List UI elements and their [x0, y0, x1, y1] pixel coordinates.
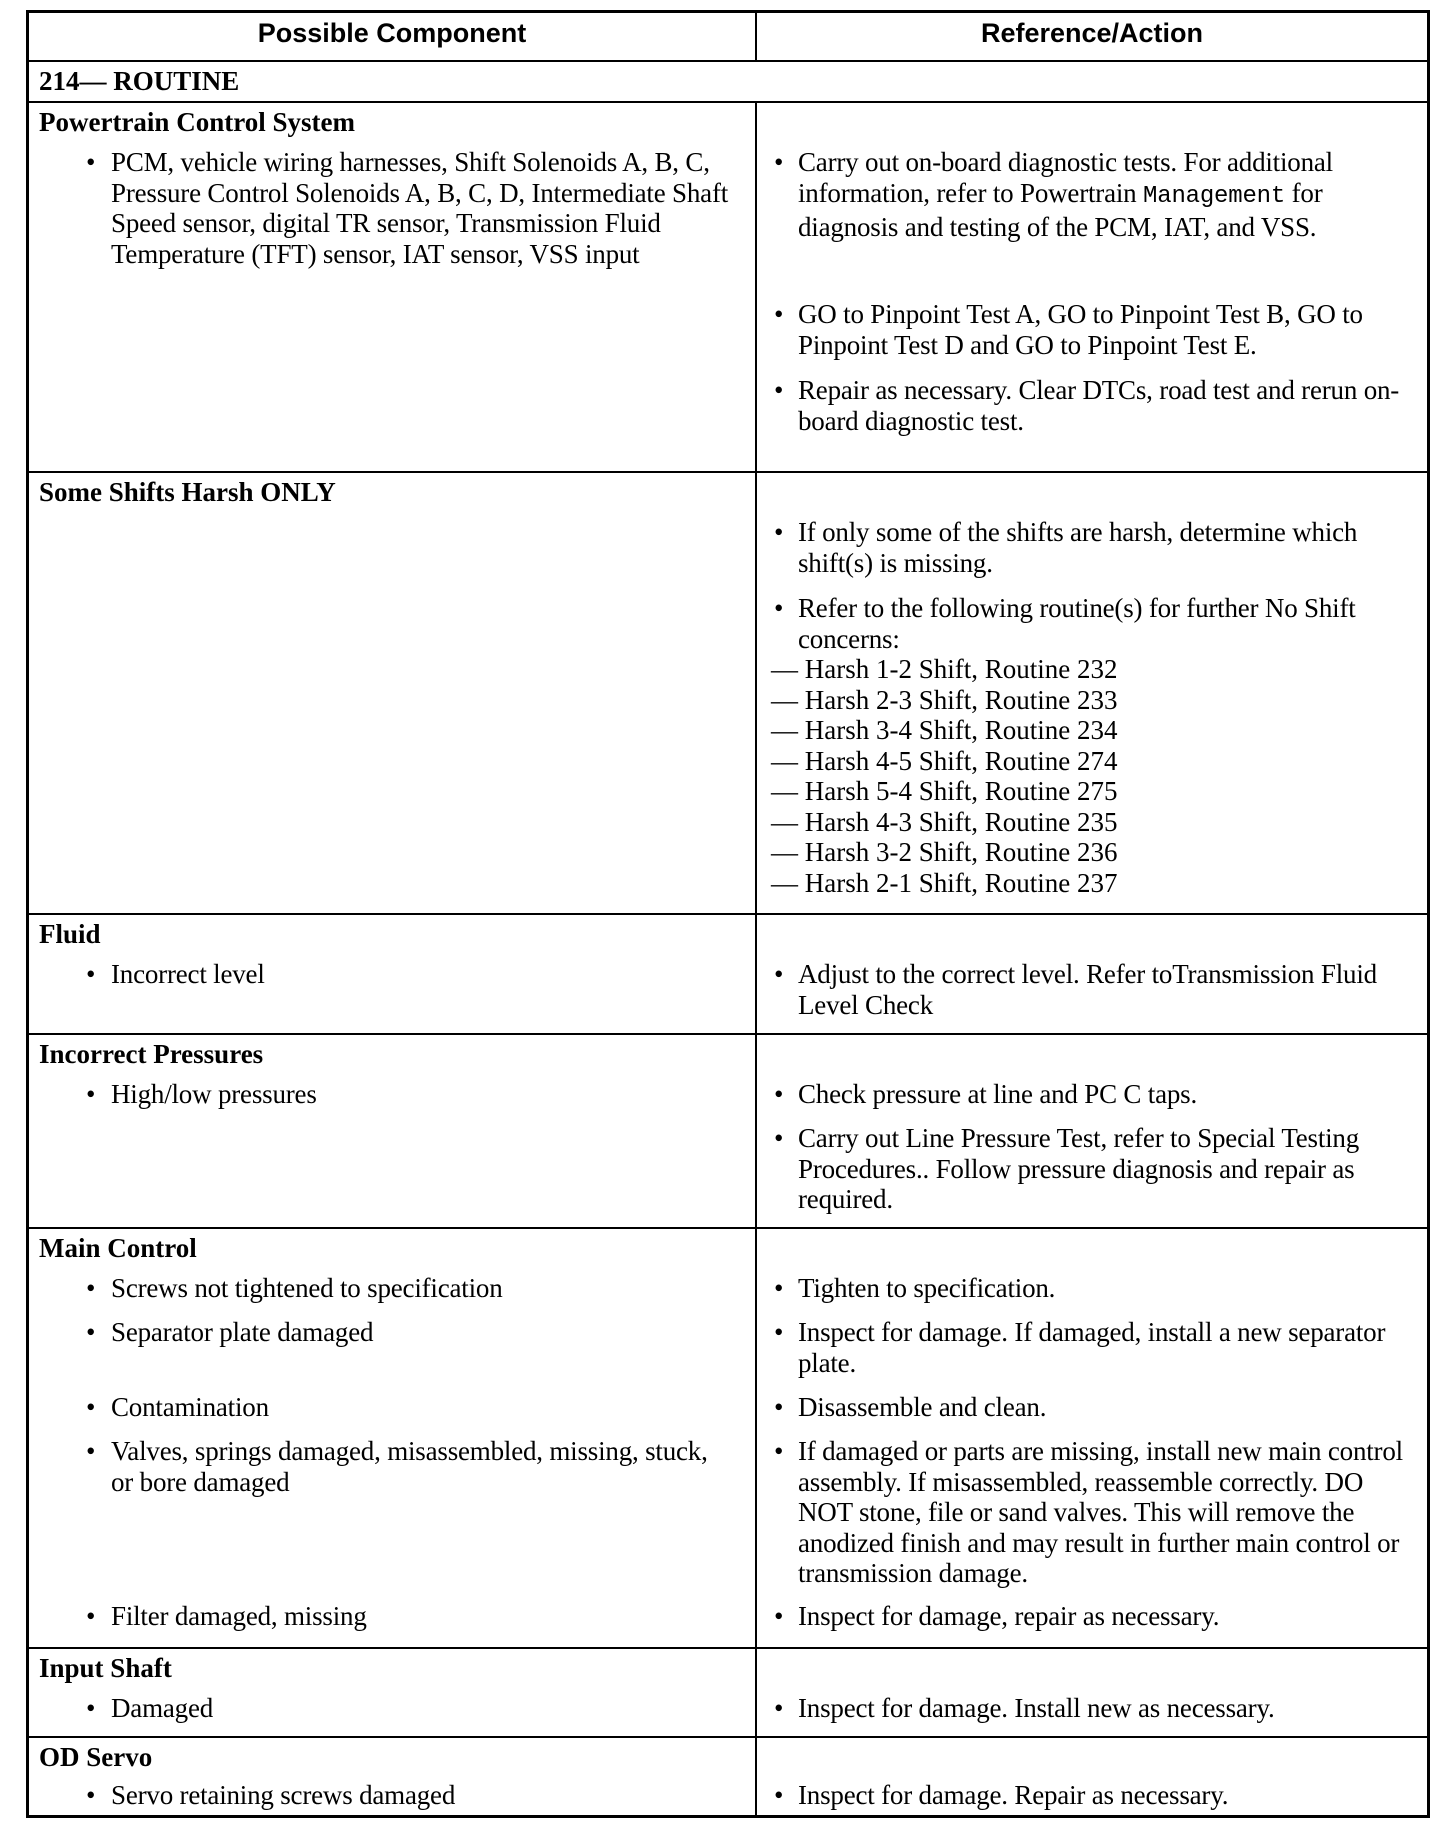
group-title: OD Servo: [39, 1742, 153, 1772]
action-text: Carry out on-board diagnostic tests. For additional information, refer to Powertrain Management for diagnosis and testing of the PCM, IAT, and VSS.: [798, 147, 1333, 242]
bullet: •: [86, 1392, 96, 1422]
list-item: — Harsh 2-1 Shift, Routine 237: [771, 867, 1118, 898]
action-text: Inspect for damage. Install new as necessary.: [798, 1693, 1275, 1723]
bullet: •: [774, 299, 784, 329]
group-title: Incorrect Pressures: [39, 1039, 264, 1069]
component-text: Filter damaged, missing: [111, 1601, 367, 1631]
component-text: Incorrect level: [111, 959, 265, 989]
bullet: •: [86, 1317, 96, 1347]
bullet: •: [774, 1123, 784, 1153]
component-text: Servo retaining screws damaged: [111, 1780, 456, 1810]
action-text: Adjust to the correct level. Refer toTransmission Fluid Level Check: [798, 959, 1377, 1020]
bullet: •: [774, 1317, 784, 1347]
bullet: •: [86, 1693, 96, 1723]
action-text: Disassemble and clean.: [798, 1392, 1047, 1422]
component-text: High/low pressures: [111, 1079, 317, 1109]
bullet: •: [774, 1780, 784, 1810]
diagnostic-table: [26, 10, 1430, 1818]
list-item: — Harsh 4-5 Shift, Routine 274: [771, 745, 1118, 776]
list-item: — Harsh 3-2 Shift, Routine 236: [771, 837, 1118, 867]
group-title: Fluid: [39, 919, 101, 949]
group-title: Powertrain Control System: [39, 107, 355, 137]
bullet: •: [86, 1436, 96, 1466]
bullet: •: [774, 1392, 784, 1422]
bullet: •: [86, 1601, 96, 1631]
action-text: Carry out Line Pressure Test, refer to Special Testing Procedures.. Follow pressure diagnosis and repair as required.: [798, 1123, 1360, 1214]
bullet: •: [774, 517, 784, 547]
action-text: Inspect for damage, repair as necessary.: [798, 1601, 1220, 1631]
component-text: Damaged: [111, 1693, 214, 1723]
group-row: [29, 1647, 1427, 1736]
column-divider: [755, 13, 757, 60]
list-item: — Harsh 1-2 Shift, Routine 232: [771, 654, 1118, 684]
action-text: Repair as necessary. Clear DTCs, road test and rerun on-board diagnostic test.: [798, 375, 1400, 436]
action-text: Tighten to specification.: [798, 1273, 1056, 1303]
action-text: GO to Pinpoint Test A, GO to Pinpoint Test B, GO to Pinpoint Test D and GO to Pinpoint Test E.: [798, 299, 1363, 360]
group-row: [29, 1033, 1427, 1227]
action-text: Check pressure at line and PC C taps.: [798, 1079, 1198, 1109]
bullet: •: [774, 375, 784, 405]
column-divider: [755, 101, 757, 1815]
component-text: Contamination: [111, 1392, 269, 1422]
component-text: PCM, vehicle wiring harnesses, Shift Solenoids A, B, C, Pressure Control Solenoids A, B, C, D, Intermediate Shaft Speed sensor, digital TR sensor, Transmission Fluid Temperature (TFT) sensor, IAT sensor, VSS input: [111, 147, 729, 269]
bullet: •: [774, 593, 784, 623]
action-text: Refer to the following routine(s) for further No Shift concerns:: [798, 593, 1356, 654]
action-text: Inspect for damage. Repair as necessary.: [798, 1780, 1229, 1810]
component-text: Valves, springs damaged, misassembled, missing, stuck, or bore damaged: [111, 1436, 708, 1497]
component-text: Separator plate damaged: [111, 1317, 374, 1347]
list-item: — Harsh 4-3 Shift, Routine 235: [771, 806, 1118, 837]
bullet: •: [86, 1273, 96, 1303]
bullet: •: [774, 1273, 784, 1303]
list-item: — Harsh 2-3 Shift, Routine 233: [771, 684, 1118, 715]
group-title: Main Control: [39, 1233, 197, 1263]
list-item: — Harsh 3-4 Shift, Routine 234: [771, 715, 1118, 745]
action-text: Inspect for damage. If damaged, install a new separator plate.: [798, 1317, 1386, 1378]
component-text: Screws not tightened to specification: [111, 1273, 503, 1303]
table-header: [29, 13, 1427, 60]
column-header-action: Reference/Action: [980, 18, 1204, 48]
bullet: •: [86, 1079, 96, 1109]
bullet: •: [774, 1079, 784, 1109]
bullet: •: [774, 1693, 784, 1723]
bullet: •: [774, 1436, 784, 1466]
action-text: If only some of the shifts are harsh, determine which shift(s) is missing.: [798, 517, 1358, 578]
routine-row: [29, 60, 1427, 101]
group-title: Some Shifts Harsh ONLY: [39, 477, 336, 507]
group-row: [29, 913, 1427, 1033]
list-item: — Harsh 5-4 Shift, Routine 275: [771, 776, 1118, 806]
bullet: •: [774, 959, 784, 989]
group-row: [29, 101, 1427, 471]
bullet: •: [86, 1780, 96, 1810]
bullet: •: [774, 1601, 784, 1631]
group-row: [29, 1736, 1427, 1815]
group-title: Input Shaft: [39, 1653, 172, 1683]
group-row: [29, 471, 1427, 913]
group-row: [29, 1227, 1427, 1647]
action-text: If damaged or parts are missing, install new main control assembly. If misassembled, reassemble correctly. DO NOT stone, file or sand valves. This will remove the anodized finish and may result in further main control or transmission damage.: [798, 1436, 1403, 1588]
bullet: •: [86, 959, 96, 989]
column-header-component: Possible Component: [257, 18, 527, 48]
bullet: •: [774, 147, 784, 177]
routine-title: 214— ROUTINE: [39, 66, 240, 96]
bullet: •: [86, 147, 96, 177]
